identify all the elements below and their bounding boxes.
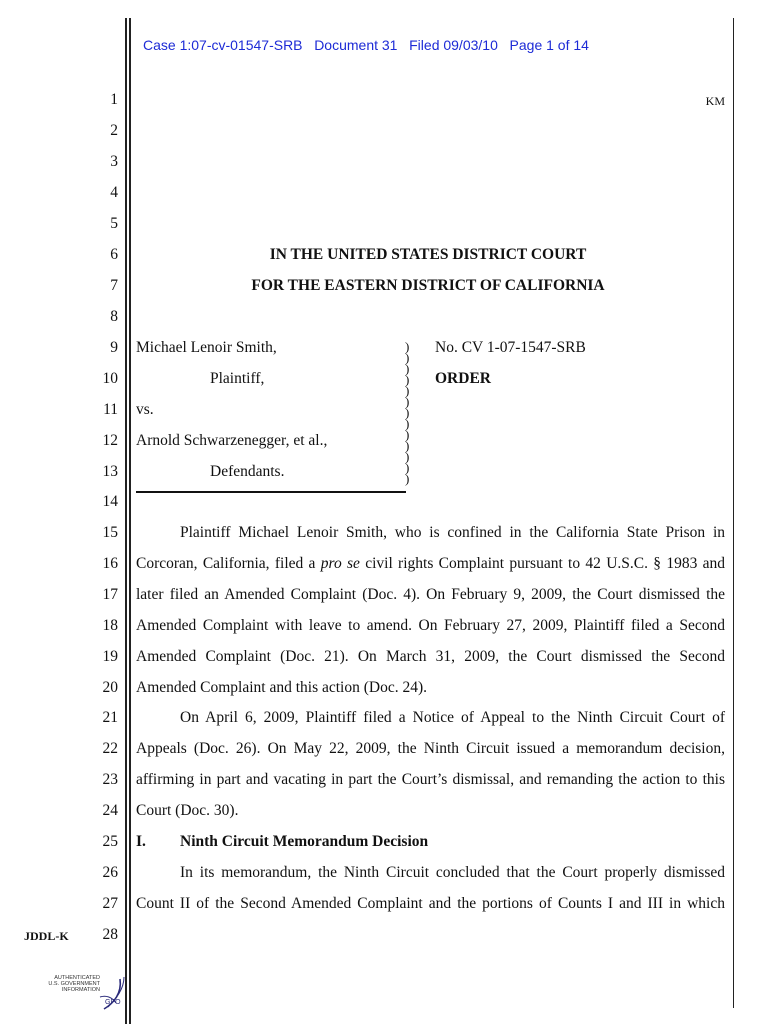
line-number: 13 xyxy=(102,463,118,480)
line-number: 6 xyxy=(110,246,118,263)
line-number: 14 xyxy=(102,493,118,510)
defendant-name: Arnold Schwarzenegger, et al., xyxy=(136,432,328,449)
plaintiff-role: Plaintiff, xyxy=(210,370,265,387)
body-text: civil rights Complaint pursuant to 42 U.S.C. § 1983 and xyxy=(359,555,725,572)
line-number: 15 xyxy=(102,524,118,541)
court-name: IN THE UNITED STATES DISTRICT COURT xyxy=(269,246,587,263)
body-line: On April 6, 2009, Plaintiff filed a Notice of Appeal to the Ninth Circuit Court of xyxy=(180,709,725,726)
line-number: 12 xyxy=(102,432,118,449)
document-type: ORDER xyxy=(435,370,491,387)
gpo-eagle-icon xyxy=(98,975,128,1013)
line-number: 9 xyxy=(110,339,118,356)
line-number: 18 xyxy=(102,617,118,634)
section-title: Ninth Circuit Memorandum Decision xyxy=(180,833,429,850)
body-line: Count II of the Second Amended Complaint and the portions of Counts I and III in which xyxy=(136,895,725,912)
body-line: Court (Doc. 30). xyxy=(136,802,239,819)
section-number: I. xyxy=(136,833,146,850)
right-margin-rule xyxy=(733,18,734,1008)
line-number: 20 xyxy=(102,679,118,696)
line-number: 28 xyxy=(102,926,118,943)
line-number: 22 xyxy=(102,740,118,757)
line-number: 27 xyxy=(102,895,118,912)
line-number: 1 xyxy=(110,91,118,108)
body-line: later filed an Amended Complaint (Doc. 4). On February 9, 2009, the Court dismissed the xyxy=(136,586,725,603)
caption-underline xyxy=(136,491,406,493)
case-number: No. CV 1-07-1547-SRB xyxy=(435,339,586,356)
gpo-seal-line: INFORMATION xyxy=(61,987,100,993)
line-number: 10 xyxy=(102,370,118,387)
body-line: Amended Complaint (Doc. 21). On March 31, 2009, the Court dismissed the Second xyxy=(136,648,725,665)
gpo-seal-text xyxy=(40,975,100,993)
line-number: 5 xyxy=(110,215,118,232)
line-number: 8 xyxy=(110,308,118,325)
body-line: Amended Complaint and this action (Doc. 24). xyxy=(136,679,427,696)
court-district: FOR THE EASTERN DISTRICT OF CALIFORNIA xyxy=(251,277,605,294)
judge-code: JDDL-K xyxy=(24,929,69,943)
body-italic-text: pro se xyxy=(320,555,360,572)
line-number: 2 xyxy=(110,122,118,139)
line-number: 11 xyxy=(103,401,118,418)
line-number: 21 xyxy=(102,709,118,726)
line-number: 26 xyxy=(102,864,118,881)
gpo-authentication-seal xyxy=(40,975,130,1015)
line-number: 24 xyxy=(102,802,118,819)
body-line: Plaintiff Michael Lenoir Smith, who is confined in the California State Prison in xyxy=(180,524,725,541)
left-margin-rule-outer xyxy=(125,18,127,1024)
body-line: Amended Complaint with leave to amend. On February 27, 2009, Plaintiff filed a Second xyxy=(136,617,725,634)
clerk-initials: KM xyxy=(705,94,725,108)
line-number: 23 xyxy=(102,771,118,788)
line-number: 25 xyxy=(102,833,118,850)
body-line: In its memorandum, the Ninth Circuit concluded that the Court properly dismissed xyxy=(180,864,725,881)
body-line: Appeals (Doc. 26). On May 22, 2009, the Ninth Circuit issued a memorandum decision, xyxy=(136,740,725,757)
line-number: 16 xyxy=(102,555,118,572)
gpo-mark: GPO xyxy=(105,999,121,1006)
line-number: 19 xyxy=(102,648,118,665)
versus-label: vs. xyxy=(136,401,154,418)
filing-header: Case 1:07-cv-01547-SRB Document 31 Filed 09/03/10 Page 1 of 14 xyxy=(143,37,589,53)
caption-parentheses: ) ) ) ) ) ) ) ) ) ) ) ) ) xyxy=(405,339,410,486)
line-number: 7 xyxy=(110,277,118,294)
body-line xyxy=(136,555,725,573)
line-number: 3 xyxy=(110,153,118,170)
gpo-seal-line: U.S. GOVERNMENT xyxy=(48,981,100,987)
line-number: 17 xyxy=(102,586,118,603)
plaintiff-name: Michael Lenoir Smith, xyxy=(136,339,277,356)
line-number: 4 xyxy=(110,184,118,201)
body-line: affirming in part and vacating in part the Court’s dismissal, and remanding the action to this xyxy=(136,771,725,788)
body-text: Corcoran, California, filed a xyxy=(136,555,321,572)
left-margin-rule-inner xyxy=(129,18,131,1024)
defendant-role: Defendants. xyxy=(210,463,285,480)
gpo-seal-line: AUTHENTICATED xyxy=(54,975,100,981)
